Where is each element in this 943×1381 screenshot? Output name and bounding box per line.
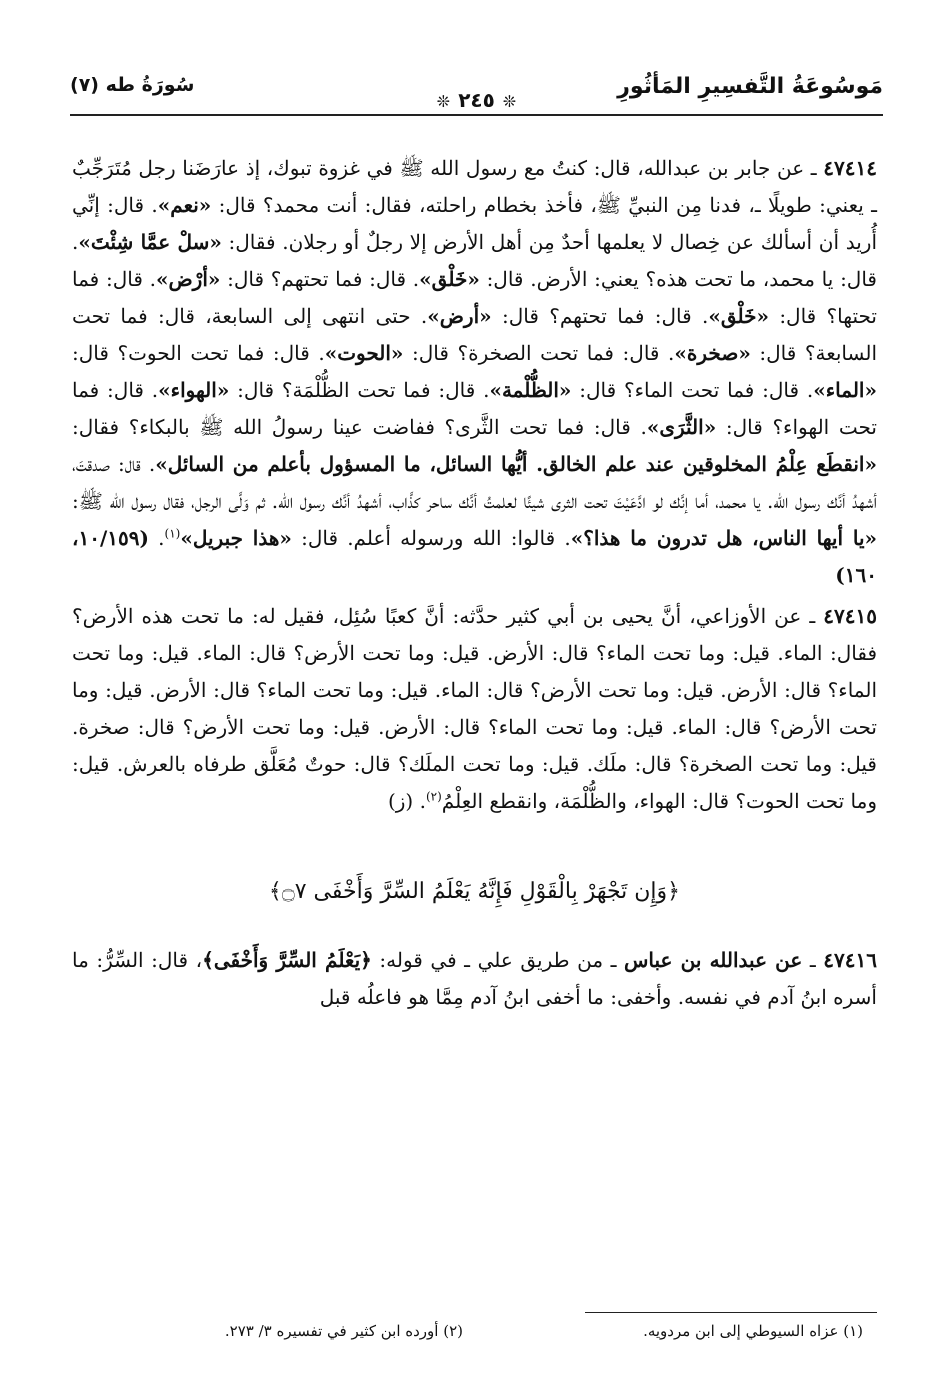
book-title: مَوسُوعَةُ التَّفسِيرِ المَأثُورِ bbox=[617, 74, 883, 99]
ornament-icon: ❊ bbox=[502, 92, 517, 111]
ornament-icon: ❊ bbox=[436, 92, 451, 111]
surah-title: سُورَةُ طه (٧) bbox=[70, 74, 195, 96]
main-text bbox=[72, 150, 877, 1016]
hadith-47415 bbox=[72, 598, 877, 820]
text-run: . قال: فما تحتهم؟ قال: bbox=[220, 267, 420, 291]
text-run: . حتى انتهى إلى السابعة، قال: فما تحت السابعة؟ قال: bbox=[72, 304, 878, 365]
footnote-divider bbox=[585, 1312, 877, 1313]
text-run: . قال: فما تحت الماء؟ قال: bbox=[571, 378, 814, 402]
text-run: . قال: إنِّي أُريد أن أسألك عن خِصال لا يعلمها أحدٌ مِن أهل الأرض إلا رجلٌ أو رجلان. فقال: bbox=[72, 193, 877, 254]
text-run: . قال: صدقتَ، أشهدُ أنَّك رسول الله. يا محمد، أما إنَّك لو ادَّعَيْتَ تحت الثرى شيئًا لعلمتُ أنَّك ساحر كذَّاب، أشهدُ أنَّك رسول الله. ثم وَلَّى الرجل، فقال رسول الله ﷺ: bbox=[72, 452, 877, 513]
text-run: . قال: فما تحت الصخرة؟ قال: bbox=[403, 341, 675, 365]
hadith-number: ٤٧٤١٥ bbox=[823, 604, 877, 628]
quran-verse: ﴿وَإِن تَجْهَرْ بِالْقَوْلِ فَإِنَّهُ يَعْلَمُ السِّرَّ وَأَخْفَى ۝٧﴾ bbox=[268, 879, 681, 904]
quote-bold: «انقطَع عِلْمُ المخلوقين عند علم الخالق. أيُّها السائل، ما المسؤول بأعلم من السائل» bbox=[155, 452, 877, 476]
text-run: . قال: فما تحت الحوت؟ قال: bbox=[72, 341, 325, 365]
text-run: . قال: فما تحتها؟ قال: bbox=[72, 267, 877, 328]
quote-bold: «هذا جبريل» bbox=[180, 526, 292, 550]
footnote-ref: (١) bbox=[164, 526, 181, 541]
quote-bold: «الظُّلْمة» bbox=[489, 378, 572, 402]
quote-bold: «يا أيها الناس، هل تدرون ما هذا؟» bbox=[570, 526, 878, 550]
hadith-number: ٤٧٤١٦ bbox=[823, 948, 878, 972]
text-run: ـ من طريق علي ـ في قوله: bbox=[371, 948, 624, 972]
hadith-47416 bbox=[72, 942, 877, 1016]
verse-quote-bold: ﴿يَعْلَمُ السِّرَّ وَأَخْفَى﴾ bbox=[202, 948, 372, 972]
text-run: . قال: فما تحت الظُّلْمَة؟ قال: bbox=[229, 378, 490, 402]
running-header bbox=[70, 70, 883, 116]
footnote-2: (٢) أورده ابن كثير في تفسيره ٣/ ٢٧٣. bbox=[224, 1322, 463, 1340]
hadith-number: ٤٧٤١٤ bbox=[823, 156, 877, 180]
text-run: . (ز) bbox=[387, 789, 426, 813]
narrator-bold: عن عبدالله بن عباس bbox=[624, 948, 803, 972]
quote-bold: «الحوت» bbox=[324, 341, 404, 365]
footnote-1: (١) عزاه السيوطي إلى ابن مردويه. bbox=[643, 1322, 863, 1340]
quote-bold: «الهواء» bbox=[158, 378, 230, 402]
quote-bold: «صخرة» bbox=[674, 341, 751, 365]
quote-bold: «سلْ عمَّا شِئْتَ» bbox=[78, 230, 222, 254]
quote-bold: «خَلْق» bbox=[708, 304, 769, 328]
text-run: ـ عن الأوزاعي، أنَّ يحيى بن أبي كثير حدَّثه: أنَّ كعبًا سُئِل، فقيل له: ما تحت هذه الأرض؟ فقال: الماء. قيل: وما تحت الماء؟ قال: الأرض. قيل: وما تحت الأرض؟ قال: الماء. قيل: وما تحت الماء؟ قال: الأرض. قيل: وما تحت الأرض؟ قال: الماء. قيل: وما تحت الماء؟ قال: الأرض. قيل: وما تحت الأرض؟ قال: الماء. قيل: وما تحت الماء؟ قال: الأرض. قيل: وما تحت الأرض؟ قال: صخرة. قيل: وما تحت الصخرة؟ قال: ملَك. قيل: وما تحت الملَك؟ قال: حوتٌ مُعَلَّق طرفاه بالعرش. قيل: وما تحت الحوت؟ قال: الهواء، والظُّلْمَة، وانقطع العِلْمُ bbox=[72, 604, 877, 813]
text-run: . قال: يا محمد، ما تحت هذه؟ يعني: الأرض. قال: bbox=[72, 230, 877, 291]
text-run: ـ عن جابر بن عبدالله، قال: كنتُ مع رسول الله ﷺ في غزوة تبوك، إذ عارَضَنا رجل مُتَرَجِّبٌ ـ يعني: طويلًا ـ، فدنا مِن النبيِّ ﷺ، فأخذ بخطام راحلته، فقال: أنت محمد؟ قال: bbox=[72, 156, 877, 217]
hadith-47414 bbox=[72, 150, 877, 594]
text-run: . قال: فما تحتهم؟ قال: bbox=[491, 304, 709, 328]
text-run: . قال: فما تحت الهواء؟ قال: bbox=[72, 378, 877, 439]
quote-bold: «نعم» bbox=[157, 193, 212, 217]
text-run: . bbox=[148, 526, 165, 550]
quote-bold: «أرْض» bbox=[155, 267, 221, 291]
text-run: ـ bbox=[802, 948, 824, 972]
footnote-ref: (٢) bbox=[425, 789, 442, 804]
text-run: ، قال: السِّرُّ: ما أسره ابنُ آدم في نفسه. وأخفى: ما أخفى ابنُ آدم مِمَّا هو فاعلُه قبل bbox=[72, 948, 877, 1009]
quote-bold: «أرض» bbox=[427, 304, 492, 328]
quote-bold: «خَلْق» bbox=[419, 267, 480, 291]
page-number: ٢٤٥ bbox=[458, 88, 495, 112]
quote-bold: «الماء» bbox=[813, 378, 877, 402]
text-run: . قالوا: الله ورسوله أعلم. قال: bbox=[291, 526, 571, 550]
quote-bold: «الثَّرَى» bbox=[646, 415, 717, 439]
text-run: . قال: فما تحت الثَّرى؟ ففاضت عينا رسولُ الله ﷺ بالبكاء؟ فقال: bbox=[72, 415, 647, 439]
source-citation: (١٠/١٥٩، ١٦٠) bbox=[72, 526, 877, 587]
